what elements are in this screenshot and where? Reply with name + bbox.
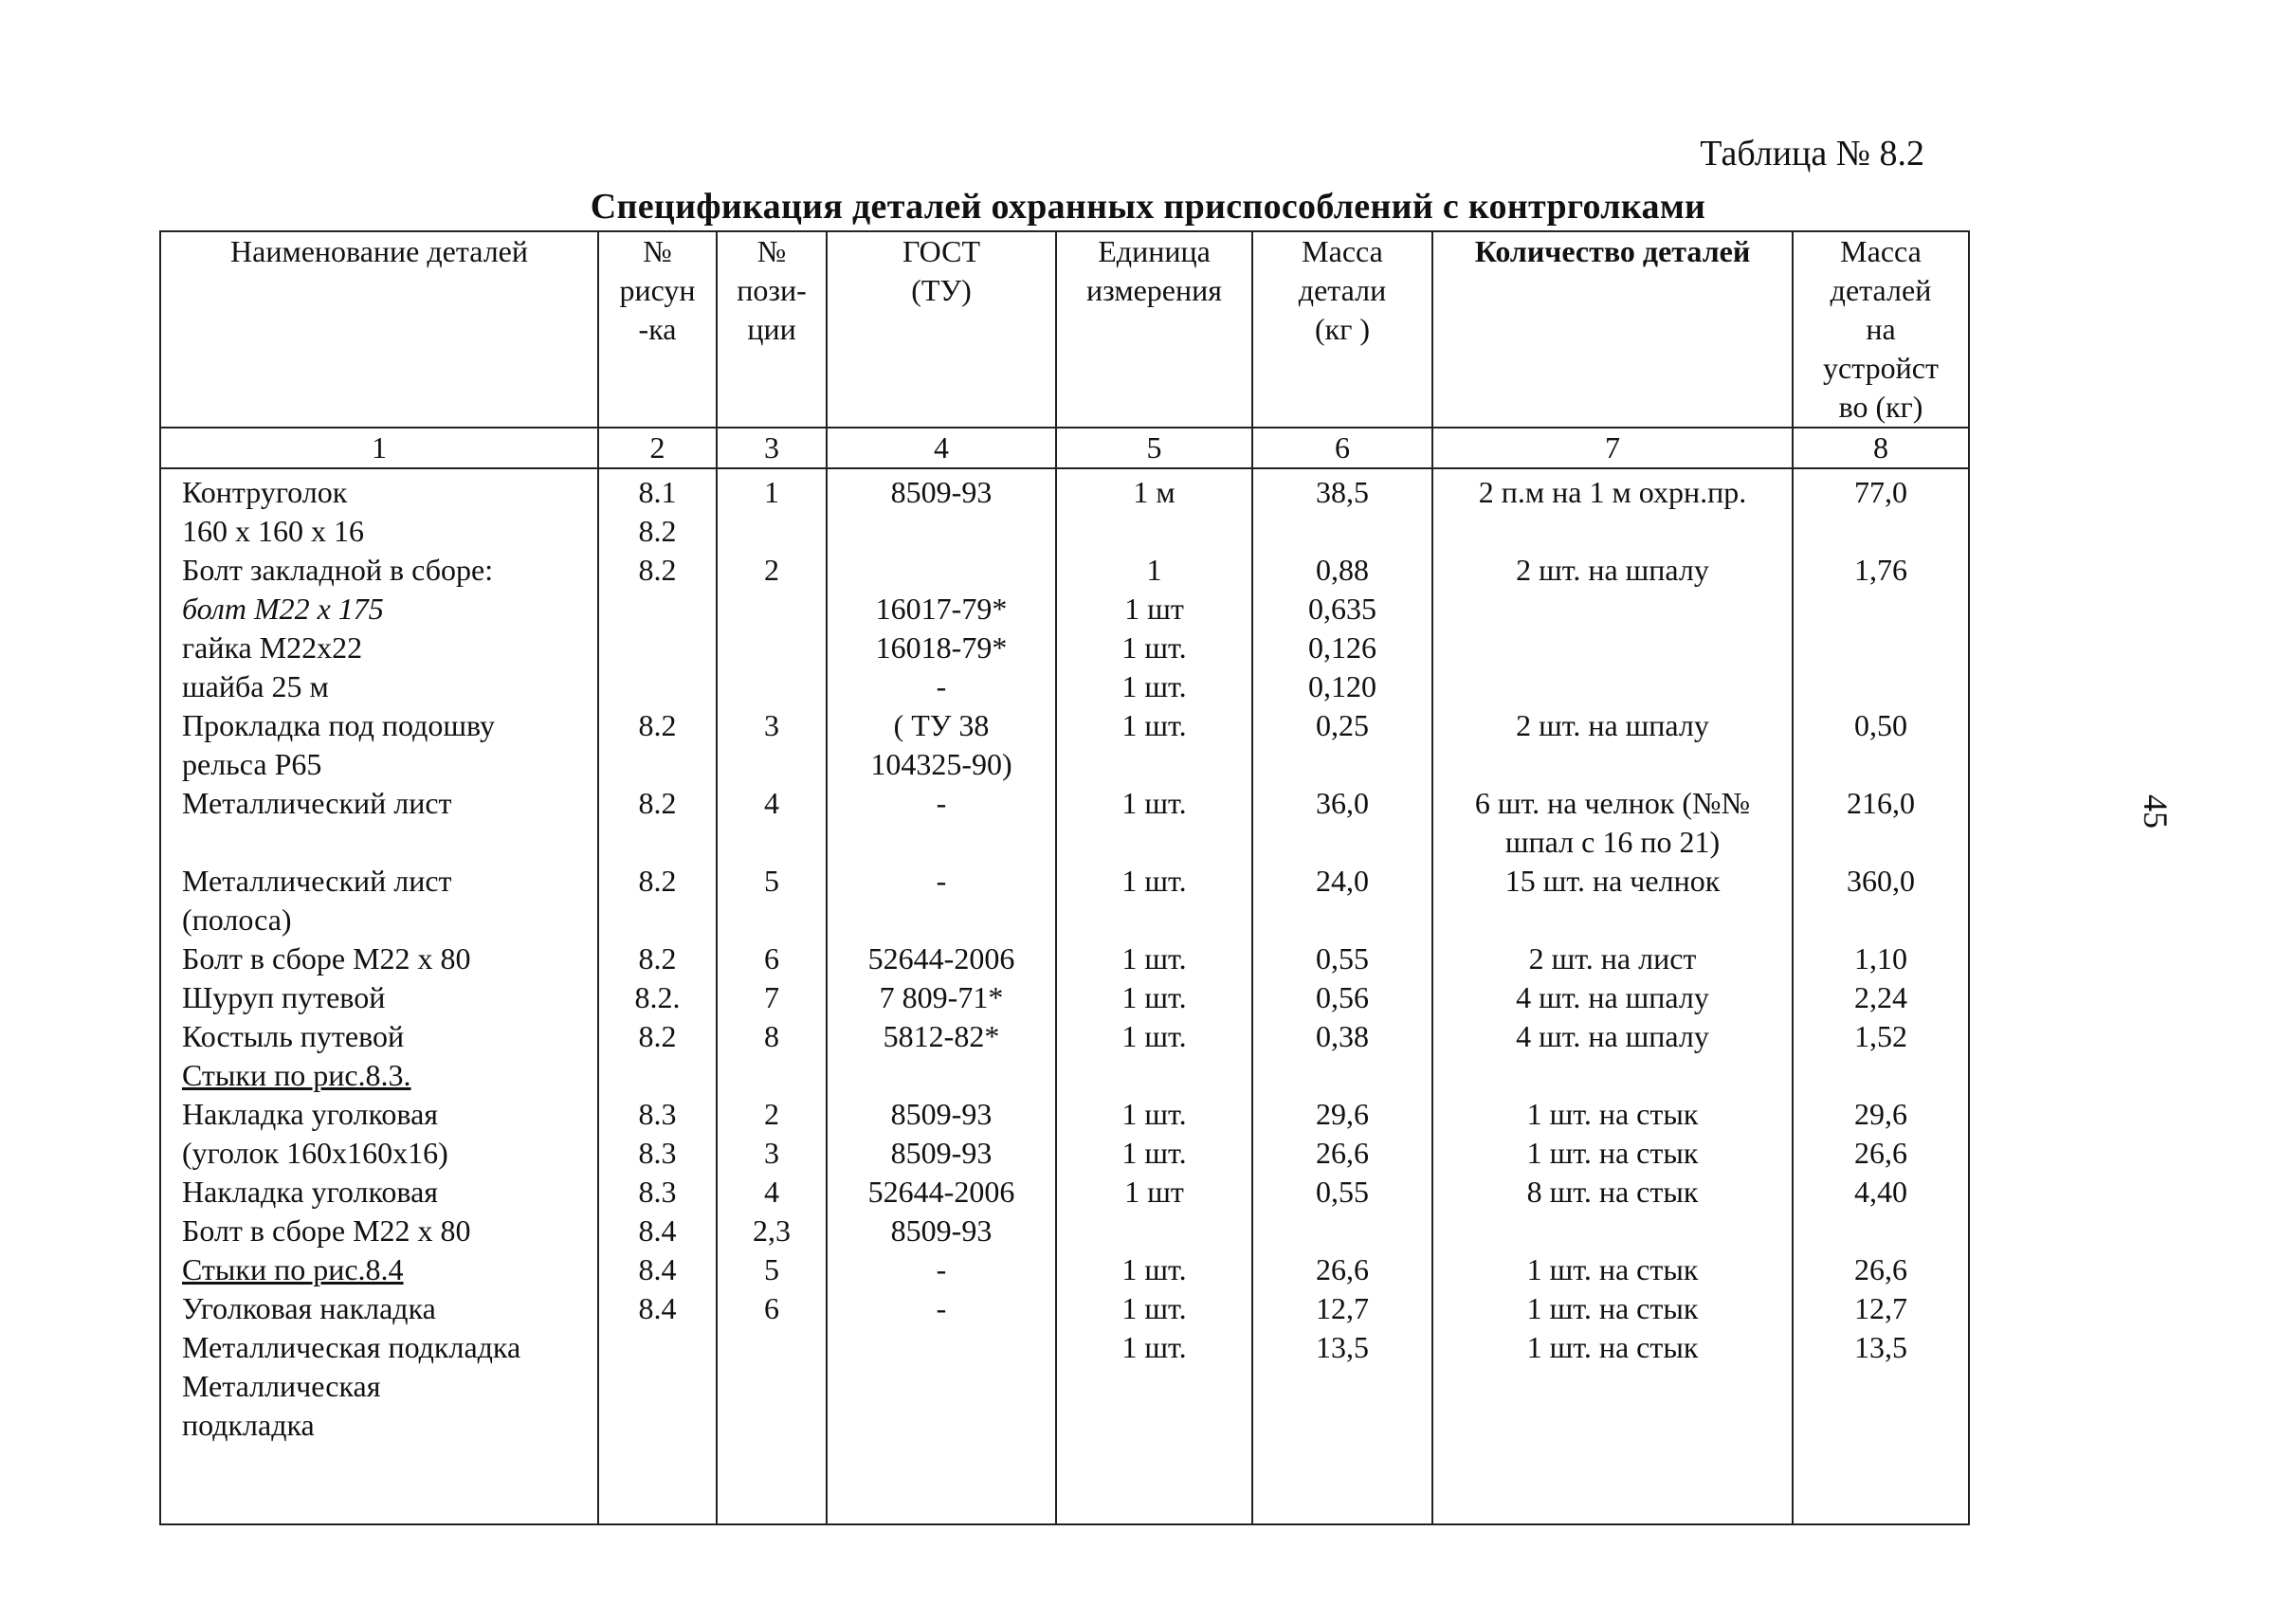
unit-cell: 1 шт. — [1056, 784, 1252, 823]
position-number-cell: 1 — [717, 468, 827, 512]
detail-name-cell: рельса Р65 — [160, 745, 598, 784]
total-mass-cell — [1793, 901, 1969, 939]
figure-number-cell: 8.3 — [598, 1134, 717, 1173]
quantity-cell — [1432, 745, 1793, 784]
position-number-cell — [717, 823, 827, 862]
total-mass-cell: 29,6 — [1793, 1095, 1969, 1134]
gost-code-cell — [827, 1406, 1056, 1524]
position-number-cell — [717, 667, 827, 706]
figure-number-cell: 8.2. — [598, 978, 717, 1017]
detail-name-cell: Металлическая подкладка — [160, 1328, 598, 1367]
quantity-cell — [1432, 1212, 1793, 1250]
table-row — [160, 978, 1969, 1017]
position-number-cell: 8 — [717, 1017, 827, 1056]
position-number-cell — [717, 1406, 827, 1524]
total-mass-cell — [1793, 1056, 1969, 1095]
unit-cell: 1 — [1056, 551, 1252, 590]
column-header-line: -ка — [638, 312, 677, 346]
position-number-cell: 3 — [717, 706, 827, 745]
column-number-row — [160, 428, 1969, 468]
quantity-cell — [1432, 590, 1793, 629]
unit-cell — [1056, 745, 1252, 784]
quantity-cell — [1432, 1406, 1793, 1524]
gost-code-cell: 8509-93 — [827, 468, 1056, 512]
quantity-cell: 1 шт. на стык — [1432, 1289, 1793, 1328]
quantity-cell: 8 шт. на стык — [1432, 1173, 1793, 1212]
detail-name-cell: Накладка уголковая — [160, 1173, 598, 1212]
unit-cell: 1 шт. — [1056, 629, 1252, 667]
total-mass-cell: 1,76 — [1793, 551, 1969, 590]
gost-code-cell: 8509-93 — [827, 1095, 1056, 1134]
quantity-cell: шпал с 16 по 21) — [1432, 823, 1793, 862]
position-number-cell: 3 — [717, 1134, 827, 1173]
detail-mass-cell: 38,5 — [1252, 468, 1432, 512]
figure-number-cell: 8.3 — [598, 1173, 717, 1212]
position-number-cell: 5 — [717, 1250, 827, 1289]
gost-code-cell: - — [827, 1289, 1056, 1328]
gost-code-cell: 8509-93 — [827, 1212, 1056, 1250]
quantity-cell — [1432, 1056, 1793, 1095]
column-header-line: Масса — [1840, 234, 1922, 268]
table-row — [160, 629, 1969, 667]
column-header-line: № — [756, 234, 787, 268]
gost-code-cell: - — [827, 1250, 1056, 1289]
table-row — [160, 1134, 1969, 1173]
figure-number-cell: 8.2 — [598, 706, 717, 745]
gost-code-cell — [827, 1056, 1056, 1095]
position-number-cell — [717, 590, 827, 629]
position-number-cell: 2 — [717, 551, 827, 590]
total-mass-cell: 26,6 — [1793, 1134, 1969, 1173]
figure-number-cell — [598, 1328, 717, 1367]
unit-cell — [1056, 512, 1252, 551]
column-header-line: ции — [747, 312, 796, 346]
total-mass-cell — [1793, 1367, 1969, 1406]
position-number-cell — [717, 901, 827, 939]
unit-cell: 1 шт. — [1056, 939, 1252, 978]
unit-cell: 1 шт. — [1056, 1289, 1252, 1328]
detail-name-cell: болт М22 х 175 — [160, 590, 598, 629]
unit-cell — [1056, 823, 1252, 862]
quantity-cell: 15 шт. на челнок — [1432, 862, 1793, 901]
detail-mass-cell: 0,38 — [1252, 1017, 1432, 1056]
column-number: 4 — [827, 428, 1056, 468]
table-row — [160, 1095, 1969, 1134]
figure-number-cell — [598, 745, 717, 784]
figure-number-cell: 8.2 — [598, 939, 717, 978]
table-row — [160, 706, 1969, 745]
detail-mass-cell: 0,88 — [1252, 551, 1432, 590]
position-number-cell: 2,3 — [717, 1212, 827, 1250]
figure-number-cell: 8.2 — [598, 551, 717, 590]
unit-cell: 1 шт. — [1056, 1134, 1252, 1173]
gost-code-cell: ( ТУ 38 — [827, 706, 1056, 745]
column-header-line: Масса — [1302, 234, 1383, 268]
total-mass-cell: 13,5 — [1793, 1328, 1969, 1367]
column-header-line: детали — [1298, 273, 1387, 307]
position-number-cell — [717, 512, 827, 551]
total-mass-cell — [1793, 629, 1969, 667]
total-mass-cell: 2,24 — [1793, 978, 1969, 1017]
gost-code-cell — [827, 823, 1056, 862]
column-header-line: № — [643, 234, 672, 268]
detail-mass-cell — [1252, 745, 1432, 784]
gost-code-cell: - — [827, 862, 1056, 901]
detail-name-cell: гайка М22х22 — [160, 629, 598, 667]
total-mass-cell — [1793, 1212, 1969, 1250]
figure-number-cell: 8.1 — [598, 468, 717, 512]
column-header-8 — [1793, 231, 1969, 428]
unit-cell — [1056, 1367, 1252, 1406]
gost-code-cell: 16018-79* — [827, 629, 1056, 667]
detail-mass-cell: 0,25 — [1252, 706, 1432, 745]
quantity-cell: 1 шт. на стык — [1432, 1328, 1793, 1367]
column-header-line: Наименование деталей — [230, 234, 528, 268]
quantity-cell — [1432, 629, 1793, 667]
quantity-cell — [1432, 667, 1793, 706]
column-header-6 — [1252, 231, 1432, 428]
column-number: 7 — [1432, 428, 1793, 468]
figure-number-cell — [598, 823, 717, 862]
quantity-cell: 2 шт. на шпалу — [1432, 706, 1793, 745]
detail-name-cell: (уголок 160х160х16) — [160, 1134, 598, 1173]
table-row — [160, 745, 1969, 784]
detail-mass-cell: 26,6 — [1252, 1134, 1432, 1173]
detail-name-cell: Стыки по рис.8.4 — [160, 1250, 598, 1289]
table-row — [160, 1017, 1969, 1056]
column-number: 3 — [717, 428, 827, 468]
detail-name-cell: подкладка — [160, 1406, 598, 1524]
figure-number-cell — [598, 1406, 717, 1524]
gost-code-cell: 52644-2006 — [827, 1173, 1056, 1212]
unit-cell: 1 шт. — [1056, 862, 1252, 901]
detail-mass-cell: 0,120 — [1252, 667, 1432, 706]
column-header-line: (кг ) — [1315, 312, 1370, 346]
detail-name-cell: Металлическая — [160, 1367, 598, 1406]
gost-code-cell — [827, 551, 1056, 590]
column-header-line: ГОСТ — [902, 234, 981, 268]
detail-mass-cell: 0,635 — [1252, 590, 1432, 629]
table-row — [160, 1406, 1969, 1524]
position-number-cell — [717, 745, 827, 784]
detail-mass-cell: 26,6 — [1252, 1250, 1432, 1289]
detail-name-cell: Металлический лист — [160, 862, 598, 901]
column-header-3 — [717, 231, 827, 428]
table-row — [160, 551, 1969, 590]
unit-cell: 1 м — [1056, 468, 1252, 512]
detail-mass-cell — [1252, 512, 1432, 551]
figure-number-cell: 8.3 — [598, 1095, 717, 1134]
table-row — [160, 784, 1969, 823]
table-row — [160, 1173, 1969, 1212]
column-number: 8 — [1793, 428, 1969, 468]
position-number-cell: 4 — [717, 1173, 827, 1212]
quantity-cell: 4 шт. на шпалу — [1432, 1017, 1793, 1056]
total-mass-cell: 26,6 — [1793, 1250, 1969, 1289]
total-mass-cell: 77,0 — [1793, 468, 1969, 512]
unit-cell: 1 шт — [1056, 590, 1252, 629]
total-mass-cell: 4,40 — [1793, 1173, 1969, 1212]
unit-cell: 1 шт. — [1056, 1017, 1252, 1056]
table-row — [160, 1367, 1969, 1406]
unit-cell — [1056, 1056, 1252, 1095]
detail-name-cell: Уголковая накладка — [160, 1289, 598, 1328]
column-header-5 — [1056, 231, 1252, 428]
table-row — [160, 512, 1969, 551]
figure-number-cell — [598, 667, 717, 706]
column-header-line: Количество деталей — [1474, 234, 1751, 268]
detail-mass-cell — [1252, 1406, 1432, 1524]
detail-name-cell: Металлический лист — [160, 784, 598, 823]
unit-cell: 1 шт. — [1056, 1250, 1252, 1289]
table-row — [160, 1289, 1969, 1328]
detail-mass-cell — [1252, 901, 1432, 939]
column-number: 2 — [598, 428, 717, 468]
unit-cell: 1 шт. — [1056, 667, 1252, 706]
quantity-cell: 6 шт. на челнок (№№ — [1432, 784, 1793, 823]
figure-number-cell: 8.4 — [598, 1289, 717, 1328]
quantity-cell: 2 шт. на лист — [1432, 939, 1793, 978]
detail-mass-cell — [1252, 1056, 1432, 1095]
position-number-cell — [717, 1328, 827, 1367]
gost-code-cell — [827, 1328, 1056, 1367]
column-header-line: на — [1866, 312, 1896, 346]
table-row — [160, 901, 1969, 939]
total-mass-cell — [1793, 745, 1969, 784]
table-row — [160, 590, 1969, 629]
position-number-cell: 7 — [717, 978, 827, 1017]
detail-mass-cell — [1252, 1367, 1432, 1406]
figure-number-cell — [598, 1367, 717, 1406]
detail-mass-cell: 0,56 — [1252, 978, 1432, 1017]
total-mass-cell — [1793, 1406, 1969, 1524]
total-mass-cell — [1793, 667, 1969, 706]
column-header-line: деталей — [1830, 273, 1932, 307]
header-row — [160, 231, 1969, 428]
detail-mass-cell: 29,6 — [1252, 1095, 1432, 1134]
table-row — [160, 1328, 1969, 1367]
column-header-line: устройст — [1823, 351, 1939, 385]
gost-code-cell: - — [827, 784, 1056, 823]
column-header-7 — [1432, 231, 1793, 428]
gost-code-cell: 7 809-71* — [827, 978, 1056, 1017]
table-header — [160, 231, 1969, 468]
total-mass-cell — [1793, 823, 1969, 862]
figure-number-cell: 8.2 — [598, 862, 717, 901]
detail-name-cell: шайба 25 м — [160, 667, 598, 706]
quantity-cell: 2 шт. на шпалу — [1432, 551, 1793, 590]
specification-table — [159, 230, 1970, 1525]
column-number: 5 — [1056, 428, 1252, 468]
position-number-cell: 6 — [717, 939, 827, 978]
detail-mass-cell: 12,7 — [1252, 1289, 1432, 1328]
figure-number-cell — [598, 629, 717, 667]
detail-name-cell: Контруголок — [160, 468, 598, 512]
figure-number-cell: 8.2 — [598, 784, 717, 823]
detail-name-cell: Шуруп путевой — [160, 978, 598, 1017]
total-mass-cell: 12,7 — [1793, 1289, 1969, 1328]
position-number-cell — [717, 629, 827, 667]
unit-cell: 1 шт. — [1056, 706, 1252, 745]
gost-code-cell — [827, 512, 1056, 551]
detail-mass-cell — [1252, 1212, 1432, 1250]
page-number: 45 — [2137, 794, 2175, 829]
table-body — [160, 468, 1969, 1524]
figure-number-cell — [598, 1056, 717, 1095]
quantity-cell: 2 п.м на 1 м охрн.пр. — [1432, 468, 1793, 512]
total-mass-cell: 1,52 — [1793, 1017, 1969, 1056]
column-number: 1 — [160, 428, 598, 468]
unit-cell — [1056, 1212, 1252, 1250]
position-number-cell — [717, 1056, 827, 1095]
detail-name-cell: Болт в сборе М22 х 80 — [160, 1212, 598, 1250]
column-header-line: рисун — [619, 273, 696, 307]
figure-number-cell: 8.2 — [598, 512, 717, 551]
table-row — [160, 1212, 1969, 1250]
quantity-cell — [1432, 1367, 1793, 1406]
detail-name-cell — [160, 823, 598, 862]
detail-mass-cell — [1252, 823, 1432, 862]
total-mass-cell — [1793, 590, 1969, 629]
gost-code-cell: - — [827, 667, 1056, 706]
detail-mass-cell: 24,0 — [1252, 862, 1432, 901]
column-header-1 — [160, 231, 598, 428]
column-header-4 — [827, 231, 1056, 428]
document-title: Спецификация деталей охранных приспособлений с контрголками — [590, 187, 1706, 227]
detail-name-cell: Прокладка под подошву — [160, 706, 598, 745]
detail-name-cell: Болт закладной в сборе: — [160, 551, 598, 590]
detail-mass-cell: 0,55 — [1252, 939, 1432, 978]
detail-name-cell: Накладка уголковая — [160, 1095, 598, 1134]
figure-number-cell: 8.4 — [598, 1250, 717, 1289]
detail-mass-cell: 36,0 — [1252, 784, 1432, 823]
detail-mass-cell: 0,126 — [1252, 629, 1432, 667]
figure-number-cell — [598, 590, 717, 629]
unit-cell — [1056, 901, 1252, 939]
quantity-cell: 1 шт. на стык — [1432, 1250, 1793, 1289]
detail-name-cell: Болт в сборе М22 х 80 — [160, 939, 598, 978]
total-mass-cell: 0,50 — [1793, 706, 1969, 745]
position-number-cell: 4 — [717, 784, 827, 823]
table-row — [160, 468, 1969, 512]
figure-number-cell — [598, 901, 717, 939]
total-mass-cell: 216,0 — [1793, 784, 1969, 823]
unit-cell: 1 шт — [1056, 1173, 1252, 1212]
gost-code-cell — [827, 901, 1056, 939]
column-header-line: измерения — [1086, 273, 1222, 307]
column-header-line: (ТУ) — [911, 273, 972, 307]
quantity-cell — [1432, 512, 1793, 551]
gost-code-cell: 5812-82* — [827, 1017, 1056, 1056]
gost-code-cell: 104325-90) — [827, 745, 1056, 784]
position-number-cell: 6 — [717, 1289, 827, 1328]
detail-name-cell: Стыки по рис.8.3. — [160, 1056, 598, 1095]
gost-code-cell — [827, 1367, 1056, 1406]
unit-cell — [1056, 1406, 1252, 1524]
column-number: 6 — [1252, 428, 1432, 468]
detail-name-cell: Костыль путевой — [160, 1017, 598, 1056]
column-header-line: пози- — [737, 273, 807, 307]
detail-name-cell: 160 х 160 х 16 — [160, 512, 598, 551]
unit-cell: 1 шт. — [1056, 1095, 1252, 1134]
quantity-cell: 1 шт. на стык — [1432, 1134, 1793, 1173]
quantity-cell: 1 шт. на стык — [1432, 1095, 1793, 1134]
table-number: Таблица № 8.2 — [1700, 134, 1924, 173]
table-row — [160, 823, 1969, 862]
figure-number-cell: 8.2 — [598, 1017, 717, 1056]
table-row — [160, 862, 1969, 901]
unit-cell: 1 шт. — [1056, 978, 1252, 1017]
total-mass-cell — [1793, 512, 1969, 551]
gost-code-cell: 52644-2006 — [827, 939, 1056, 978]
column-header-line: Единица — [1098, 234, 1211, 268]
total-mass-cell: 1,10 — [1793, 939, 1969, 978]
table-row — [160, 667, 1969, 706]
figure-number-cell: 8.4 — [598, 1212, 717, 1250]
position-number-cell — [717, 1367, 827, 1406]
table-row — [160, 1250, 1969, 1289]
gost-code-cell: 8509-93 — [827, 1134, 1056, 1173]
table-row — [160, 939, 1969, 978]
detail-mass-cell: 0,55 — [1252, 1173, 1432, 1212]
position-number-cell: 2 — [717, 1095, 827, 1134]
column-header-2 — [598, 231, 717, 428]
gost-code-cell: 16017-79* — [827, 590, 1056, 629]
detail-name-cell: (полоса) — [160, 901, 598, 939]
total-mass-cell: 360,0 — [1793, 862, 1969, 901]
quantity-cell — [1432, 901, 1793, 939]
quantity-cell: 4 шт. на шпалу — [1432, 978, 1793, 1017]
detail-mass-cell: 13,5 — [1252, 1328, 1432, 1367]
table-row — [160, 1056, 1969, 1095]
unit-cell: 1 шт. — [1056, 1328, 1252, 1367]
position-number-cell: 5 — [717, 862, 827, 901]
column-header-line: во (кг) — [1838, 390, 1923, 424]
